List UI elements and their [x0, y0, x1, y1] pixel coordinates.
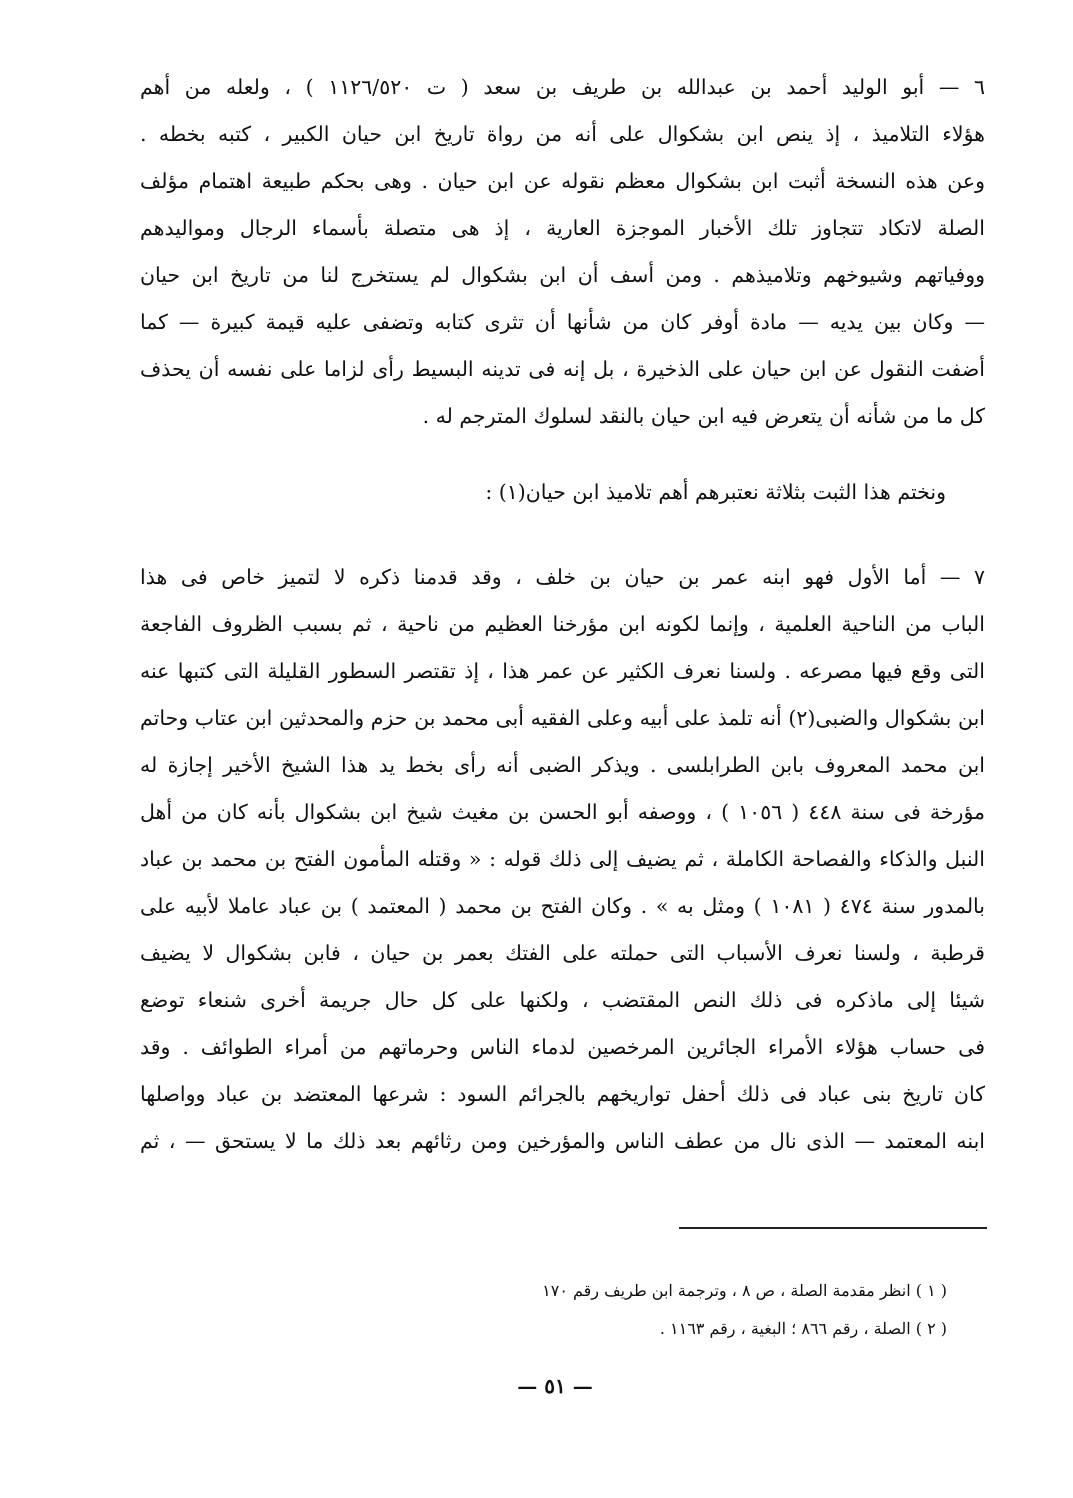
- footnotes: [380, 1272, 947, 1348]
- text-line: مؤرخة فى سنة ٤٤٨ ( ١٠٥٦ ) ، ووصفه أبو الحسن بن مغيث شيخ ابن بشكوال بأنه كان من أهل: [140, 800, 985, 824]
- text-line: الباب من الناحية العلمية ، وإنما لكونه ابن مؤرخنا العظيم من ناحية ، ثم بسبب الظروف الفاجعة: [140, 612, 985, 636]
- text-line: ٦ — أبو الوليد أحمد بن عبدالله بن طريف بن سعد ( ت ١١٢٦/٥٢٠ ) ، ولعله من أهم: [140, 75, 985, 99]
- text-line: ابنه المعتمد — الذى نال من عطف الناس والمؤرخين ومن رثائهم بعد ذلك ما لا يستحق — ، ثم: [140, 1129, 985, 1153]
- text-line: ابن محمد المعروف بابن الطرابلسى . ويذكر الضبى أنه رأى بخط يد هذا الشيخ الأخير إجازة له: [140, 753, 985, 777]
- closing-line: ونختم هذا الثبت بثلاثة نعتبرهم أهم تلاميذ ابن حيان(١) :: [485, 480, 946, 504]
- text-line: ٧ — أما الأول فهو ابنه عمر بن حيان بن خلف ، وقد قدمنا ذكره لا لتميز خاص فى هذا: [140, 565, 985, 589]
- page-number: — ٥١ —: [517, 1374, 593, 1398]
- text-line: الصلة لاتكاد تتجاوز تلك الأخبار الموجزة العارية ، إذ هى متصلة بأسماء الرجال ومواليدهم: [140, 216, 985, 240]
- text-line: كل ما من شأنه أن يتعرض فيه ابن حيان بالنقد لسلوك المترجم له .: [422, 404, 985, 428]
- text-line: النبل والذكاء والفصاحة الكاملة ، ثم يضيف إلى ذلك قوله : « وقتله المأمون الفتح بن محمد بن عباد: [140, 847, 985, 871]
- text-line: هؤلاء التلاميذ ، إذ ينص ابن بشكوال على أنه من رواة تاريخ ابن حيان الكبير ، كتبه بخطه .: [140, 122, 985, 146]
- text-line: ووفياتهم وشيوخهم وتلاميذهم . ومن أسف أن ابن بشكوال لم يستخرج لنا من تاريخ ابن حيان: [140, 263, 985, 287]
- text-line: بالمدور سنة ٤٧٤ ( ١٠٨١ ) ومثل به » . وكان الفتح بن محمد ( المعتمد ) بن عباد عاملا لأبيه على: [140, 894, 985, 918]
- footnote-divider: [679, 1227, 987, 1229]
- text-line: قرطبة ، ولسنا نعرف الأسباب التى حملته على الفتك بعمر بن حيان ، فابن بشكوال لا يضيف: [140, 941, 985, 965]
- paragraph-7: [140, 554, 985, 1165]
- text-line: وعن هذه النسخة أثبت ابن بشكوال معظم نقوله عن ابن حيان . وهى بحكم طبيعة اهتمام مؤلف: [140, 169, 985, 193]
- text-line: فى حساب هؤلاء الأمراء الجائرين المرخصين لدماء الناس وحرماتهم من أمراء الطوائف . وقد: [140, 1035, 985, 1059]
- text-line: شيئا إلى ماذكره فى ذلك النص المقتضب ، ولكنها على كل حال جريمة أخرى شنعاء توضع: [140, 988, 985, 1012]
- text-line: كان تاريخ بنى عباد فى ذلك أحفل تواريخهم بالجرائم السود : شرعها المعتضد بن عباد وواصلها: [140, 1082, 985, 1106]
- text-line: أضفت النقول عن ابن حيان على الذخيرة ، بل إنه فى تدينه البسيط رأى لزاما على نفسه أن يحذف: [140, 357, 985, 381]
- text-line: ابن بشكوال والضبى(٢) أنه تلمذ على أبيه وعلى الفقيه أبى محمد بن حزم والمحدثين ابن عتاب وحاتم: [140, 706, 985, 730]
- text-line: — وكان بين يديه — مادة أوفر كان من شأنها أن تثرى كتابه وتضفى عليه قيمة كبيرة — كما: [140, 310, 985, 334]
- footnote-2: ( ٢ ) الصلة ، رقم ٨٦٦ ؛ البغية ، رقم ١١٦٣ .: [659, 1319, 947, 1338]
- paragraph-6: [140, 64, 985, 440]
- footnote-1: ( ١ ) انظر مقدمة الصلة ، ص ٨ ، وترجمة ابن طريف رقم ١٧٠: [542, 1281, 947, 1300]
- text-line: التى وقع فيها مصرعه . ولسنا نعرف الكثير عن عمر هذا ، إذ تقتصر السطور القليلة التى كتبها عنه: [140, 659, 985, 683]
